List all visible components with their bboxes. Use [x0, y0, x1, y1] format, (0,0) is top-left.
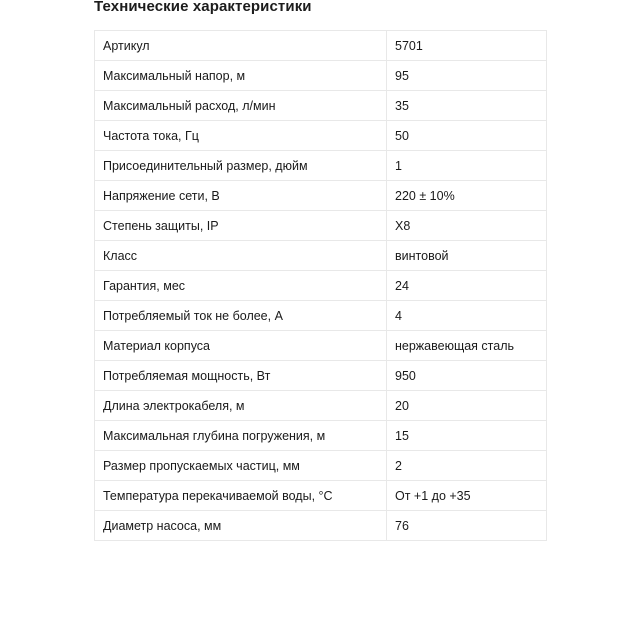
table-row [95, 181, 547, 211]
spec-value: От +1 до +35 [387, 481, 547, 511]
spec-value: 95 [387, 61, 547, 91]
table-row [95, 151, 547, 181]
spec-value: 1 [387, 151, 547, 181]
section-title: Технические характеристики [94, 0, 312, 15]
table-row [95, 511, 547, 541]
spec-value: 15 [387, 421, 547, 451]
spec-label: Присоединительный размер, дюйм [95, 151, 387, 181]
spec-value: 20 [387, 391, 547, 421]
spec-label: Класс [95, 241, 387, 271]
table-row [95, 481, 547, 511]
spec-value: 76 [387, 511, 547, 541]
spec-value: 2 [387, 451, 547, 481]
table-row [95, 271, 547, 301]
spec-label: Длина электрокабеля, м [95, 391, 387, 421]
spec-value: 950 [387, 361, 547, 391]
table-row [95, 121, 547, 151]
table-row [95, 211, 547, 241]
spec-label: Потребляемая мощность, Вт [95, 361, 387, 391]
spec-value: 24 [387, 271, 547, 301]
spec-label: Артикул [95, 31, 387, 61]
spec-value: нержавеющая сталь [387, 331, 547, 361]
table-row [95, 241, 547, 271]
spec-label: Потребляемый ток не более, А [95, 301, 387, 331]
table-row [95, 421, 547, 451]
spec-label: Напряжение сети, В [95, 181, 387, 211]
spec-label: Максимальный расход, л/мин [95, 91, 387, 121]
table-row [95, 361, 547, 391]
spec-value: 35 [387, 91, 547, 121]
spec-value: 4 [387, 301, 547, 331]
table-row [95, 391, 547, 421]
spec-value: X8 [387, 211, 547, 241]
spec-label: Максимальная глубина погружения, м [95, 421, 387, 451]
spec-label: Температура перекачиваемой воды, °С [95, 481, 387, 511]
spec-label: Максимальный напор, м [95, 61, 387, 91]
spec-value: винтовой [387, 241, 547, 271]
spec-value: 220 ± 10% [387, 181, 547, 211]
spec-value: 50 [387, 121, 547, 151]
spec-label: Гарантия, мес [95, 271, 387, 301]
spec-value: 5701 [387, 31, 547, 61]
table-row [95, 91, 547, 121]
spec-label: Степень защиты, IP [95, 211, 387, 241]
table-row [95, 301, 547, 331]
spec-label: Диаметр насоса, мм [95, 511, 387, 541]
spec-label: Частота тока, Гц [95, 121, 387, 151]
spec-label: Материал корпуса [95, 331, 387, 361]
specs-table [94, 30, 547, 541]
table-row [95, 31, 547, 61]
table-row [95, 451, 547, 481]
table-row [95, 61, 547, 91]
table-row [95, 331, 547, 361]
spec-label: Размер пропускаемых частиц, мм [95, 451, 387, 481]
